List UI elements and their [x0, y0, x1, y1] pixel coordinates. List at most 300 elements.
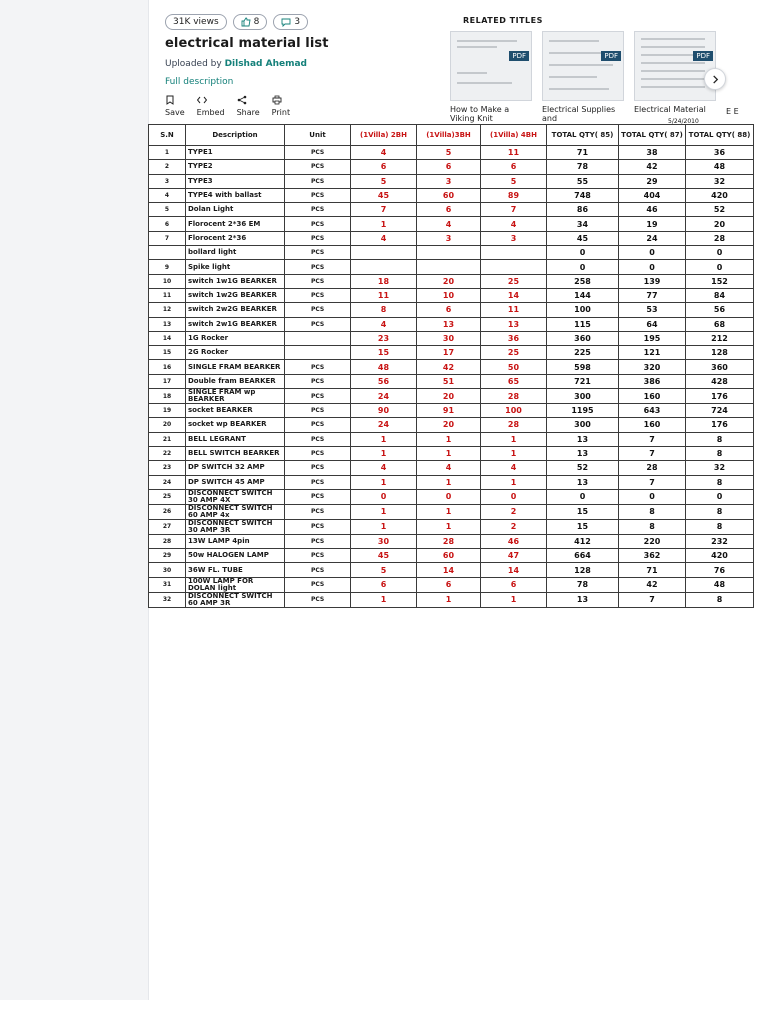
- table-cell: 195: [619, 331, 686, 345]
- table-cell: 48: [351, 360, 417, 374]
- column-header: TOTAL QTY( 85): [547, 125, 619, 146]
- table-cell: 19: [149, 404, 186, 418]
- table-row: [149, 534, 754, 548]
- table-cell: 1195: [547, 404, 619, 418]
- table-cell: 29: [149, 549, 186, 563]
- table-cell: 4: [351, 146, 417, 160]
- table-cell: 1: [417, 592, 481, 607]
- table-cell: PCS: [285, 360, 351, 374]
- table-cell: PCS: [285, 549, 351, 563]
- table-cell: 42: [619, 577, 686, 592]
- table-cell: bollard light: [186, 246, 285, 260]
- table-cell: 21: [149, 432, 186, 446]
- table-cell: 60: [417, 549, 481, 563]
- table-cell: PCS: [285, 504, 351, 519]
- likes-pill[interactable]: [233, 14, 268, 30]
- table-row: [149, 418, 754, 432]
- table-cell: switch 2w1G BEARKER: [186, 317, 285, 331]
- table-cell: PCS: [285, 489, 351, 504]
- column-header: TOTAL QTY( 87): [619, 125, 686, 146]
- table-cell: 7: [351, 203, 417, 217]
- table-cell: 115: [547, 317, 619, 331]
- next-button[interactable]: [704, 68, 726, 90]
- table-cell: 100W LAMP FOR DOLAN light: [186, 577, 285, 592]
- table-cell: 3: [481, 231, 547, 245]
- table-cell: 28: [481, 389, 547, 404]
- table-cell: 100: [481, 404, 547, 418]
- table-cell: 14: [481, 288, 547, 302]
- table-cell: 10: [149, 274, 186, 288]
- table-cell: 11: [351, 288, 417, 302]
- table-cell: 13: [481, 317, 547, 331]
- table-cell: PCS: [285, 418, 351, 432]
- table-cell: 8: [686, 592, 754, 607]
- table-cell: 8: [686, 475, 754, 489]
- table-cell: PCS: [285, 274, 351, 288]
- share-button[interactable]: [237, 95, 260, 117]
- table-row: [149, 260, 754, 274]
- table-cell: 2: [481, 504, 547, 519]
- uploaded-by-label: Uploaded by: [165, 59, 222, 69]
- table-cell: 20: [417, 389, 481, 404]
- table-cell: DISCONNECT SWITCH 30 AMP 3R: [186, 519, 285, 534]
- table-cell: 38: [619, 146, 686, 160]
- table-cell: 71: [547, 146, 619, 160]
- print-label: Print: [271, 108, 291, 117]
- table-cell: PCS: [285, 146, 351, 160]
- table-cell: 8: [686, 432, 754, 446]
- table-cell: PCS: [285, 404, 351, 418]
- table-cell: 0: [619, 489, 686, 504]
- table-row: [149, 146, 754, 160]
- table-cell: 27: [149, 519, 186, 534]
- table-row: [149, 203, 754, 217]
- pdf-badge: PDF: [509, 51, 529, 61]
- table-cell: 28: [417, 534, 481, 548]
- table-cell: 1: [351, 475, 417, 489]
- table-cell: PCS: [285, 231, 351, 245]
- table-cell: PCS: [285, 246, 351, 260]
- table-cell: 78: [547, 160, 619, 174]
- table-cell: Double fram BEARKER: [186, 374, 285, 388]
- table-cell: 28: [686, 231, 754, 245]
- table-cell: PCS: [285, 188, 351, 202]
- table-cell: [149, 246, 186, 260]
- table-row: [149, 404, 754, 418]
- table-cell: 20: [417, 418, 481, 432]
- likes-count: 8: [253, 17, 260, 27]
- table-row: [149, 188, 754, 202]
- table-cell: Florocent 2*36: [186, 231, 285, 245]
- table-cell: 52: [547, 461, 619, 475]
- table-cell: PCS: [285, 446, 351, 460]
- column-header: Unit: [285, 125, 351, 146]
- table-cell: 25: [149, 489, 186, 504]
- table-cell: 1: [417, 432, 481, 446]
- table-cell: 19: [619, 217, 686, 231]
- table-cell: switch 1w2G BEARKER: [186, 288, 285, 302]
- table-cell: 11: [481, 303, 547, 317]
- table-cell: [417, 260, 481, 274]
- table-cell: SINGLE FRAM wp BEARKER: [186, 389, 285, 404]
- table-cell: PCS: [285, 475, 351, 489]
- table-cell: 1: [351, 519, 417, 534]
- table-cell: 0: [686, 489, 754, 504]
- table-cell: 24: [351, 418, 417, 432]
- table-cell: 36: [686, 146, 754, 160]
- table-cell: 2G Rocker: [186, 346, 285, 360]
- table-cell: 86: [547, 203, 619, 217]
- table-cell: 24: [351, 389, 417, 404]
- table-cell: 16: [149, 360, 186, 374]
- table-cell: 51: [417, 374, 481, 388]
- table-cell: 48: [686, 160, 754, 174]
- table-cell: 47: [481, 549, 547, 563]
- column-header: (1Villa) 4BH: [481, 125, 547, 146]
- table-cell: 128: [686, 346, 754, 360]
- table-cell: PCS: [285, 519, 351, 534]
- table-cell: 1G Rocker: [186, 331, 285, 345]
- table-cell: 212: [686, 331, 754, 345]
- table-cell: 12: [149, 303, 186, 317]
- table-cell: 15: [351, 346, 417, 360]
- table-cell: 100: [547, 303, 619, 317]
- table-cell: 6: [417, 203, 481, 217]
- table-cell: 1: [417, 475, 481, 489]
- chevron-right-icon: [711, 75, 720, 84]
- table-cell: 45: [547, 231, 619, 245]
- table-cell: 320: [619, 360, 686, 374]
- table-row: [149, 246, 754, 260]
- table-cell: 9: [149, 260, 186, 274]
- table-cell: 15: [547, 519, 619, 534]
- table-cell: switch 1w1G BEARKER: [186, 274, 285, 288]
- table-cell: 220: [619, 534, 686, 548]
- table-cell: 46: [481, 534, 547, 548]
- table-cell: TYPE3: [186, 174, 285, 188]
- table-cell: PCS: [285, 260, 351, 274]
- table-cell: 152: [686, 274, 754, 288]
- table-cell: 721: [547, 374, 619, 388]
- table-cell: 24: [149, 475, 186, 489]
- table-cell: PCS: [285, 317, 351, 331]
- related-item[interactable]: [634, 31, 714, 123]
- table-cell: 13: [547, 446, 619, 460]
- table-cell: 14: [417, 563, 481, 577]
- column-header: S.N: [149, 125, 186, 146]
- table-row: [149, 231, 754, 245]
- table-cell: 748: [547, 188, 619, 202]
- table-cell: 643: [619, 404, 686, 418]
- table-cell: 360: [547, 331, 619, 345]
- table-cell: 45: [351, 549, 417, 563]
- table-cell: 36W FL. TUBE: [186, 563, 285, 577]
- table-cell: 42: [619, 160, 686, 174]
- table-cell: 34: [547, 217, 619, 231]
- table-row: [149, 592, 754, 607]
- table-cell: 55: [547, 174, 619, 188]
- table-cell: 26: [149, 504, 186, 519]
- table-cell: 4: [351, 461, 417, 475]
- table-cell: 56: [351, 374, 417, 388]
- table-row: [149, 475, 754, 489]
- uploader-link[interactable]: Dilshad Ahemad: [224, 59, 307, 69]
- comment-icon: [281, 17, 291, 27]
- table-cell: 1: [417, 446, 481, 460]
- column-header: TOTAL QTY( 88): [686, 125, 754, 146]
- table-cell: BELL SWITCH BEARKER: [186, 446, 285, 460]
- table-cell: 71: [619, 563, 686, 577]
- table-cell: PCS: [285, 432, 351, 446]
- table-cell: 89: [481, 188, 547, 202]
- table-cell: 428: [686, 374, 754, 388]
- table-cell: 76: [686, 563, 754, 577]
- table-cell: SINGLE FRAM BEARKER: [186, 360, 285, 374]
- table-cell: 404: [619, 188, 686, 202]
- table-cell: [481, 260, 547, 274]
- table-cell: PCS: [285, 563, 351, 577]
- table-cell: 0: [351, 489, 417, 504]
- table-cell: 13: [547, 592, 619, 607]
- table-cell: 11: [481, 146, 547, 160]
- table-row: [149, 360, 754, 374]
- table-row: [149, 389, 754, 404]
- table-cell: DISCONNECT SWITCH 30 AMP 4X: [186, 489, 285, 504]
- table-cell: 18: [149, 389, 186, 404]
- table-row: [149, 577, 754, 592]
- related-titles: [450, 16, 768, 123]
- table-cell: 5: [481, 174, 547, 188]
- table-cell: Florocent 2*36 EM: [186, 217, 285, 231]
- table-cell: TYPE4 with ballast: [186, 188, 285, 202]
- table-cell: 84: [686, 288, 754, 302]
- table-cell: 128: [547, 563, 619, 577]
- uploader-line: [165, 59, 445, 69]
- table-cell: 64: [619, 317, 686, 331]
- table-row: [149, 504, 754, 519]
- material-table: [148, 124, 753, 608]
- table-cell: 258: [547, 274, 619, 288]
- table-cell: 1: [481, 432, 547, 446]
- printer-icon: [272, 95, 282, 105]
- table-cell: 0: [417, 489, 481, 504]
- table-cell: 0: [481, 489, 547, 504]
- table-cell: 15: [149, 346, 186, 360]
- table-cell: 91: [417, 404, 481, 418]
- table-cell: 3: [149, 174, 186, 188]
- left-sidebar: [0, 0, 149, 1000]
- table-cell: 7: [619, 592, 686, 607]
- table-cell: 53: [619, 303, 686, 317]
- table-cell: 24: [619, 231, 686, 245]
- table-cell: 724: [686, 404, 754, 418]
- table-cell: 6: [417, 577, 481, 592]
- table-cell: 7: [149, 231, 186, 245]
- related-item[interactable]: [726, 31, 746, 123]
- table-cell: PCS: [285, 374, 351, 388]
- table-cell: 30: [417, 331, 481, 345]
- table-row: [149, 274, 754, 288]
- table-cell: PCS: [285, 389, 351, 404]
- table-cell: 11: [149, 288, 186, 302]
- table-cell: 5: [417, 146, 481, 160]
- share-label: Share: [236, 108, 260, 117]
- table-cell: 4: [481, 461, 547, 475]
- table-cell: BELL LEGRANT: [186, 432, 285, 446]
- save-label: Save: [165, 108, 185, 117]
- table-cell: PCS: [285, 461, 351, 475]
- table-cell: 68: [686, 317, 754, 331]
- pdf-badge: PDF: [601, 51, 621, 61]
- related-item[interactable]: [450, 31, 530, 123]
- table-cell: Spike light: [186, 260, 285, 274]
- column-header: (1Villa)3BH: [417, 125, 481, 146]
- table-row: [149, 303, 754, 317]
- comments-pill[interactable]: [273, 14, 308, 30]
- table-cell: 48: [686, 577, 754, 592]
- related-item-title: Electrical Supplies and: [542, 105, 616, 123]
- full-description-link[interactable]: Full description: [165, 77, 234, 87]
- table-cell: 90: [351, 404, 417, 418]
- table-cell: DISCONNECT SWITCH 60 AMP 4x: [186, 504, 285, 519]
- table-cell: 4: [481, 217, 547, 231]
- table-cell: 0: [547, 260, 619, 274]
- table-row: [149, 374, 754, 388]
- table-cell: 13: [149, 317, 186, 331]
- table-cell: 300: [547, 389, 619, 404]
- table-cell: 10: [417, 288, 481, 302]
- table-cell: 1: [481, 475, 547, 489]
- table-cell: 25: [481, 274, 547, 288]
- table-cell: 30: [149, 563, 186, 577]
- table-row: [149, 288, 754, 302]
- table-cell: switch 2w2G BEARKER: [186, 303, 285, 317]
- table-cell: 60: [417, 188, 481, 202]
- table-cell: 1: [351, 592, 417, 607]
- table-cell: 6: [417, 160, 481, 174]
- table-cell: 15: [547, 504, 619, 519]
- related-item-title: Electrical Material: [634, 105, 706, 114]
- table-cell: 8: [351, 303, 417, 317]
- table-cell: 3: [417, 231, 481, 245]
- table-cell: 22: [149, 446, 186, 460]
- table-cell: 18: [351, 274, 417, 288]
- table-cell: 30: [351, 534, 417, 548]
- pdf-badge: PDF: [693, 51, 713, 61]
- table-cell: 77: [619, 288, 686, 302]
- table-cell: Dolan Light: [186, 203, 285, 217]
- save-button[interactable]: [165, 95, 185, 117]
- table-cell: 14: [149, 331, 186, 345]
- table-cell: 5: [149, 203, 186, 217]
- table-cell: 1: [351, 446, 417, 460]
- table-cell: 139: [619, 274, 686, 288]
- table-cell: 50w HALOGEN LAMP: [186, 549, 285, 563]
- table-cell: 1: [351, 504, 417, 519]
- column-header: (1Villa) 2BH: [351, 125, 417, 146]
- table-cell: 420: [686, 188, 754, 202]
- table-cell: 6: [351, 577, 417, 592]
- table-cell: DISCONNECT SWITCH 60 AMP 3R: [186, 592, 285, 607]
- table-cell: 42: [417, 360, 481, 374]
- table-cell: 28: [481, 418, 547, 432]
- table-row: [149, 519, 754, 534]
- table-row: [149, 461, 754, 475]
- table-row: [149, 549, 754, 563]
- table-cell: 46: [619, 203, 686, 217]
- table-cell: 1: [417, 519, 481, 534]
- table-row: [149, 331, 754, 345]
- print-button[interactable]: [272, 95, 290, 117]
- stats-row: [165, 14, 445, 30]
- table-cell: socket BEARKER: [186, 404, 285, 418]
- table-cell: DP SWITCH 45 AMP: [186, 475, 285, 489]
- table-cell: 32: [149, 592, 186, 607]
- table-cell: 0: [547, 489, 619, 504]
- table-cell: 598: [547, 360, 619, 374]
- table-row: [149, 317, 754, 331]
- table-cell: [285, 346, 351, 360]
- table-cell: 0: [686, 260, 754, 274]
- table-cell: 412: [547, 534, 619, 548]
- table-cell: 1: [481, 446, 547, 460]
- table-cell: 50: [481, 360, 547, 374]
- table-row: [149, 563, 754, 577]
- table-cell: 6: [481, 577, 547, 592]
- table-cell: 6: [149, 217, 186, 231]
- table-cell: 160: [619, 418, 686, 432]
- table-cell: [417, 246, 481, 260]
- table-cell: 160: [619, 389, 686, 404]
- table-cell: 0: [547, 246, 619, 260]
- table-cell: 664: [547, 549, 619, 563]
- table-cell: 13W LAMP 4pin: [186, 534, 285, 548]
- document-title: electrical material list: [165, 36, 329, 51]
- table-cell: PCS: [285, 577, 351, 592]
- table-cell: 225: [547, 346, 619, 360]
- table-cell: 144: [547, 288, 619, 302]
- table-cell: 0: [686, 246, 754, 260]
- table-cell: 8: [619, 519, 686, 534]
- thumbs-up-icon: [241, 17, 251, 27]
- table-cell: 300: [547, 418, 619, 432]
- table-cell: 420: [686, 549, 754, 563]
- table-row: [149, 346, 754, 360]
- embed-button[interactable]: [197, 95, 225, 117]
- share-icon: [237, 95, 247, 105]
- table-cell: 360: [686, 360, 754, 374]
- document-thumbnail: [450, 31, 532, 101]
- table-cell: 23: [351, 331, 417, 345]
- table-cell: 28: [149, 534, 186, 548]
- table-cell: 32: [686, 461, 754, 475]
- table-cell: 4: [417, 217, 481, 231]
- table-cell: PCS: [285, 203, 351, 217]
- table-cell: 8: [686, 519, 754, 534]
- related-item[interactable]: [542, 31, 622, 123]
- table-cell: 14: [481, 563, 547, 577]
- table-cell: 52: [686, 203, 754, 217]
- table-cell: 17: [417, 346, 481, 360]
- table-cell: 4: [149, 188, 186, 202]
- table-cell: 4: [417, 461, 481, 475]
- table-cell: 13: [547, 475, 619, 489]
- related-item-title: E E: [726, 107, 739, 116]
- table-cell: 0: [619, 246, 686, 260]
- table-cell: 7: [619, 475, 686, 489]
- table-cell: socket wp BEARKER: [186, 418, 285, 432]
- table-cell: 6: [417, 303, 481, 317]
